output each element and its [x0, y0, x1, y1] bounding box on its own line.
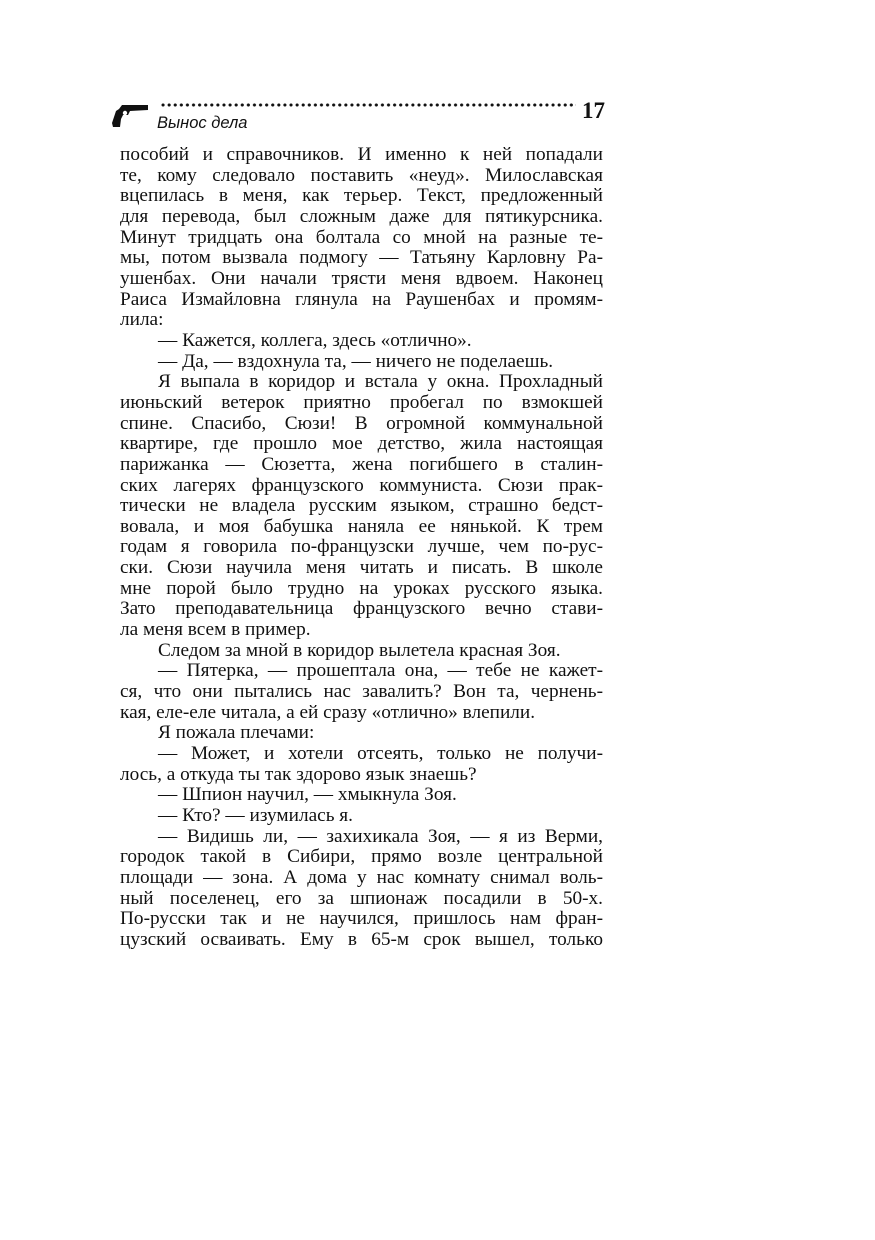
text-line: спине. Спасибо, Сюзи! В огромной коммунальной — [120, 413, 603, 434]
text-line: квартире, где прошло мое детство, жила настоящая — [120, 434, 603, 455]
text-line: — Пятерка, — прошептала она, — тебе не кажет- — [158, 661, 603, 682]
text-line: лила: — [120, 309, 164, 331]
text-line: мне порой было трудно на уроках русского языка. — [120, 578, 603, 599]
text-line: ских лагерях французского коммуниста. Сюзи прак- — [120, 475, 603, 496]
text-line: — Шпион научил, — хмыкнула Зоя. — [158, 784, 457, 806]
page-number: 17 — [582, 98, 605, 123]
text-line: для перевода, был сложным даже для пятикурсника. — [120, 206, 603, 227]
text-line: тически не владела русским языком, страшно бедст- — [120, 496, 603, 517]
text-line: По-русски так и не научился, пришлось нам фран- — [120, 909, 603, 930]
text-line: цузский осваивать. Ему в 65-м срок вышел, только — [120, 929, 603, 950]
text-line: парижанка — Сюзетта, жена погибшего в сталин- — [120, 454, 603, 475]
text-line: кая, еле-еле читала, а ей сразу «отлично» влепили. — [120, 701, 536, 723]
text-line: вцепилась в меня, как терьер. Текст, предложенный — [120, 186, 603, 207]
text-line: ный поселенец, его за шпионаж посадили в 50-х. — [120, 888, 603, 909]
text-line: площади — зона. А дома у нас комнату снимал воль- — [120, 867, 603, 888]
text-line: ски. Сюзи научила меня читать и писать. В школе — [120, 558, 603, 579]
running-title: Вынос дела — [157, 114, 248, 132]
text-line: вовала, и моя бабушка наняла ее нянькой. К трем — [120, 516, 603, 537]
text-line: ла меня всем в пример. — [120, 619, 311, 641]
text-line: — Видишь ли, — захихикала Зоя, — я из Верми, — [158, 826, 603, 847]
text-line: — Кажется, коллега, здесь «отлично». — [158, 329, 472, 351]
text-line: мы, потом вызвала подмогу — Татьяну Карловну Ра- — [120, 248, 603, 269]
text-line: — Да, — вздохнула та, — ничего не поделаешь. — [158, 350, 554, 372]
text-line: ушенбах. Они начали трясти меня вдвоем. Наконец — [120, 268, 603, 289]
text-line: лось, а откуда ты так здорово язык знаешь? — [120, 763, 477, 785]
text-line: июньский ветерок приятно пробегал по взмокшей — [120, 392, 603, 413]
text-line: Я пожала плечами: — [158, 722, 315, 744]
text-line: — Кто? — изумилась я. — [158, 805, 353, 826]
text-line: Следом за мной в коридор вылетела красная Зоя. — [158, 639, 561, 661]
text-line: городок такой в Сибири, прямо возле центральной — [120, 847, 603, 868]
text-line: — Может, и хотели отсеять, только не получи- — [158, 744, 603, 765]
text-line: Зато преподавательница французского вечно стави- — [120, 599, 603, 620]
text-line: Раиса Измайловна глянула на Раушенбах и промям- — [120, 289, 603, 310]
text-line: годам я говорила по-французски лучше, чем по-рус- — [120, 537, 603, 558]
text-line: те, кому следовало поставить «неуд». Милославская — [120, 165, 603, 186]
header-dotted-rule — [160, 98, 576, 112]
text-line: Я выпала в коридор и встала у окна. Прохладный — [158, 372, 603, 393]
body-text — [120, 145, 603, 951]
text-line: Минут тридцать она болтала со мной на разные те- — [120, 227, 603, 248]
text-line: пособий и справочников. И именно к ней попадали — [120, 145, 603, 165]
revolver-icon — [110, 101, 150, 129]
text-line: ся, что они пытались нас завалить? Вон та, чернень- — [120, 682, 603, 703]
